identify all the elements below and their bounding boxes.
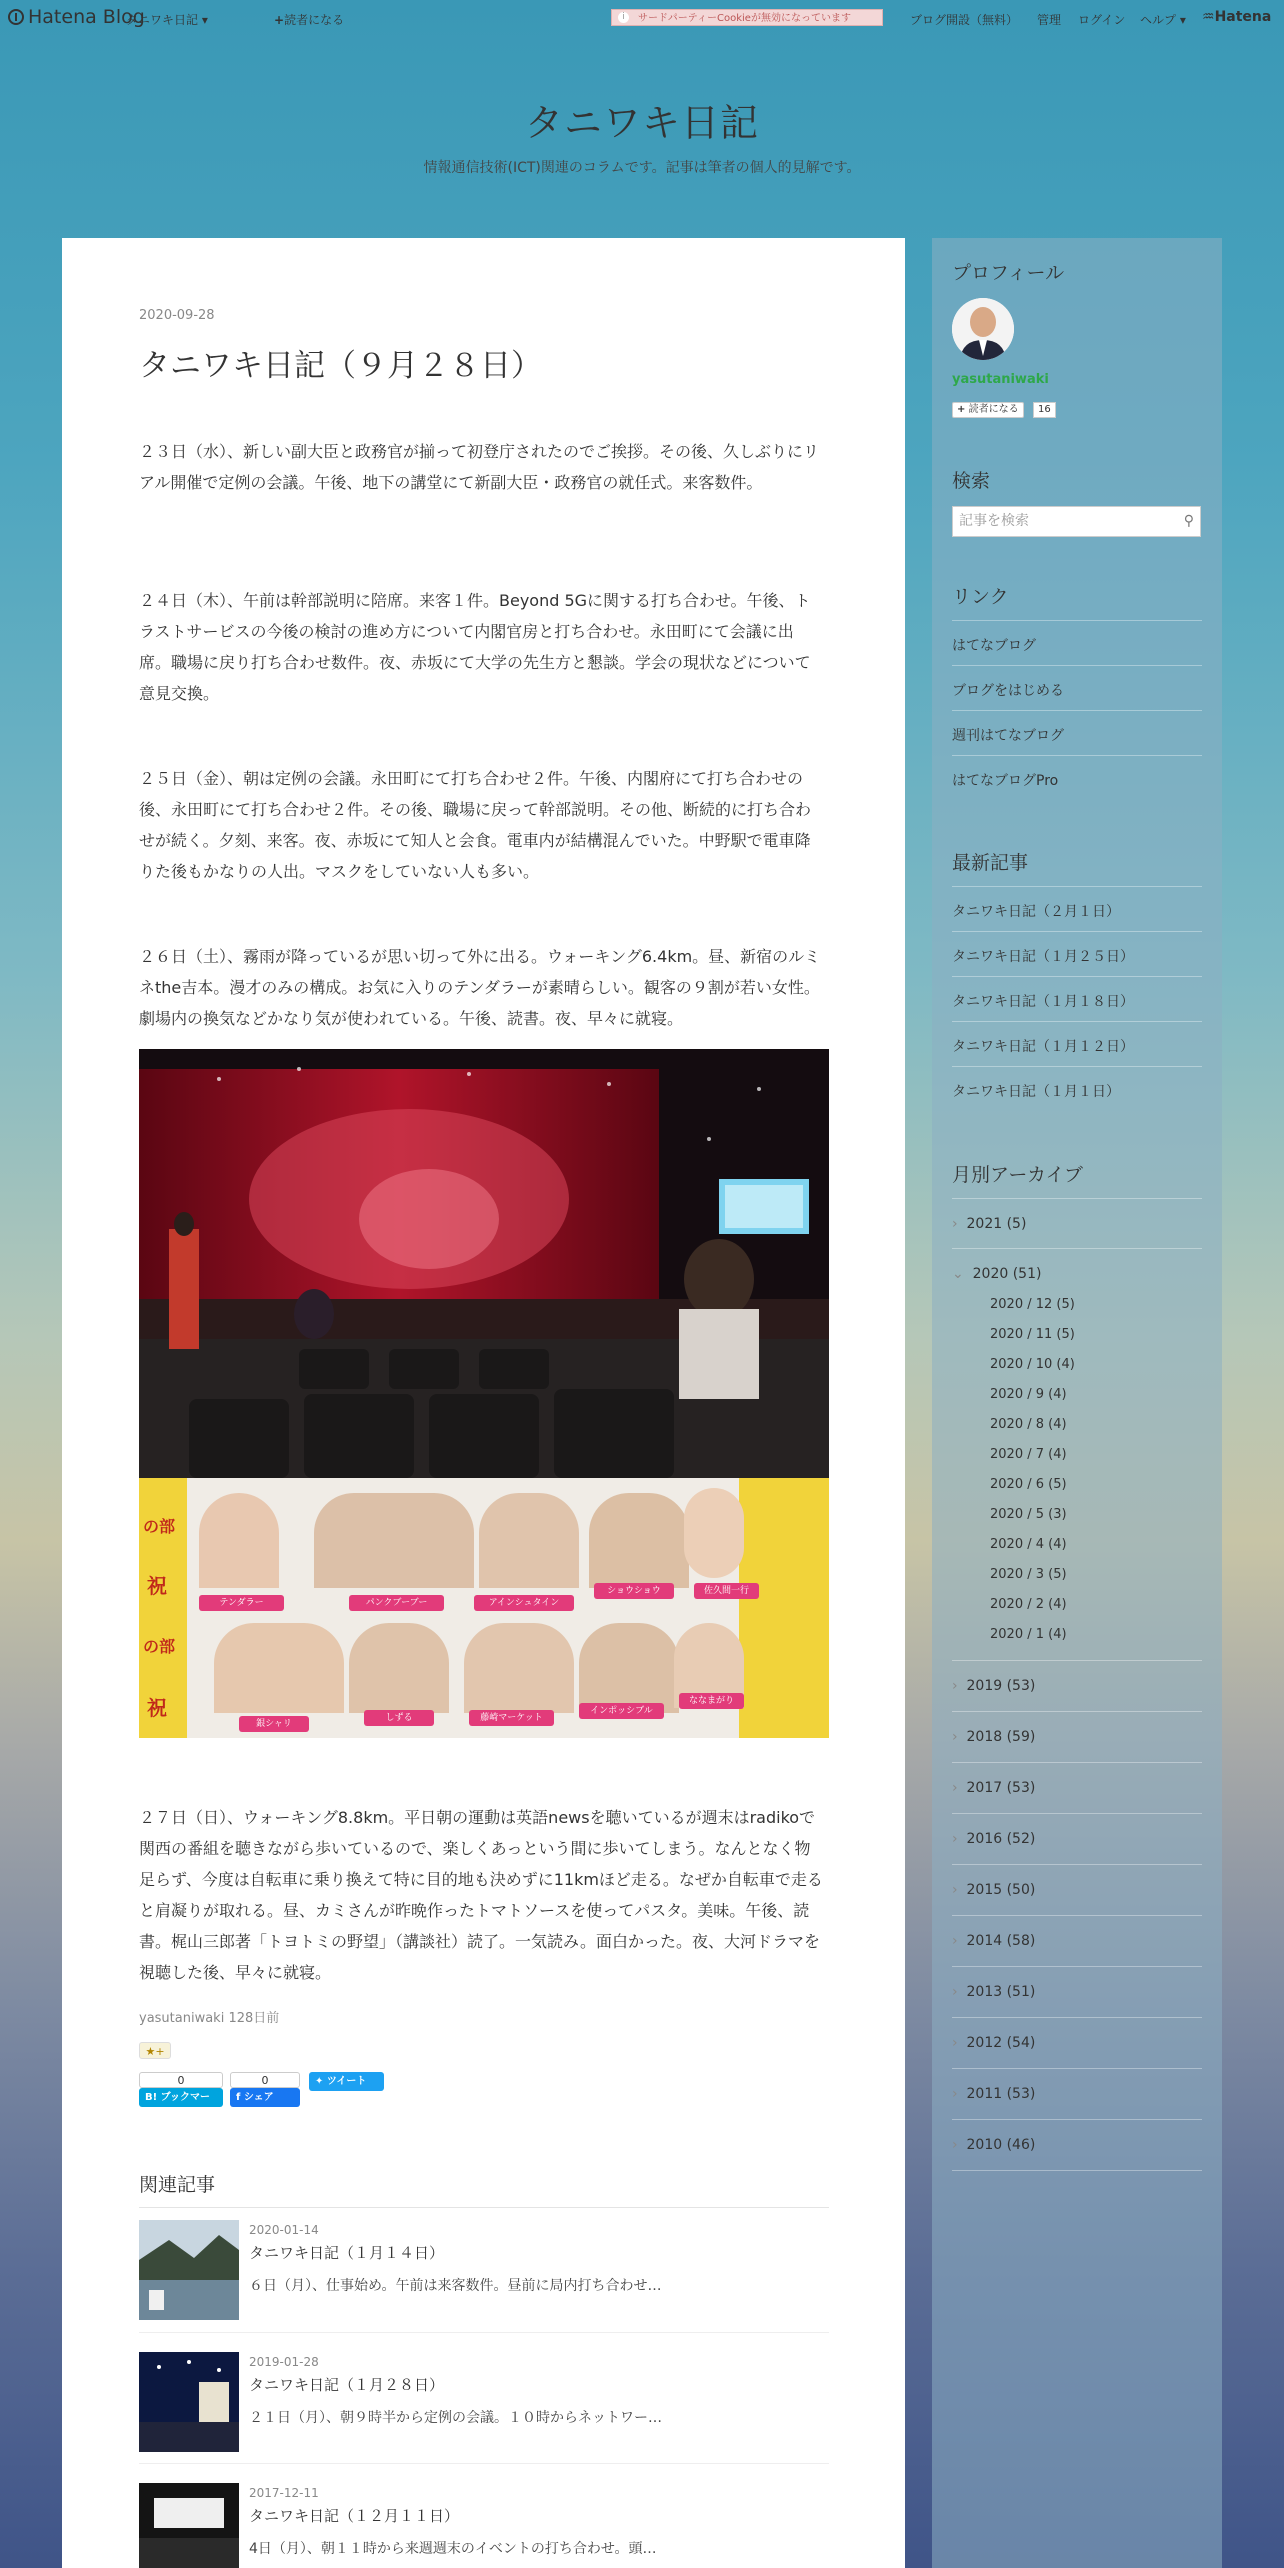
- archive-year[interactable]: [952, 1678, 1035, 1694]
- sidebar-rule: [952, 1248, 1202, 1249]
- archive-year-label: 2016 (52): [966, 1831, 1036, 1847]
- sidebar-rule: [952, 2119, 1202, 2120]
- chevron-right-icon: ›: [952, 1831, 958, 1847]
- facebook-share-button[interactable]: f シェア: [230, 2088, 300, 2107]
- sidebar-rule: [952, 710, 1202, 711]
- chevron-right-icon: ›: [952, 1984, 958, 2000]
- sidebar-rule: [952, 1762, 1202, 1763]
- header-subscribe-button[interactable]: [274, 11, 344, 28]
- help-label: ヘルプ: [1140, 13, 1177, 27]
- recent-heading: 最新記事: [952, 852, 1029, 874]
- related-thumbnail[interactable]: [139, 2352, 239, 2452]
- comedian-photo: [199, 1493, 279, 1588]
- poster-text: の部: [143, 1517, 176, 1536]
- comedian-label: しずる: [364, 1710, 434, 1726]
- archive-heading: 月別アーカイブ: [952, 1164, 1083, 1186]
- related-date: 2019-01-28: [249, 2355, 319, 2369]
- archive-year-expanded[interactable]: [952, 1266, 1041, 1282]
- sidebar-rule: [952, 931, 1202, 932]
- hatena-bookmark-button[interactable]: B! ブックマーク: [139, 2088, 223, 2107]
- archive-month-link[interactable]: 2020 / 11 (5): [990, 1327, 1075, 1342]
- archive-year-label: 2021 (5): [966, 1216, 1027, 1232]
- related-heading: 関連記事: [139, 2174, 216, 2196]
- archive-month-link[interactable]: 2020 / 3 (5): [990, 1567, 1067, 1582]
- comedian-label: テンダラー: [199, 1595, 284, 1611]
- comedian-label: ななまがり: [679, 1693, 744, 1709]
- comedian-photo: [479, 1493, 579, 1588]
- sidebar-rule: [952, 1066, 1202, 1067]
- archive-year-label: 2014 (58): [966, 1933, 1036, 1949]
- sidebar-link[interactable]: はてなブログ: [952, 638, 1036, 654]
- comedian-label: パンクブーブー: [349, 1595, 444, 1611]
- archive-year[interactable]: [952, 1882, 1035, 1898]
- sidebar-rule: [952, 1021, 1202, 1022]
- search-placeholder: 記事を検索: [959, 513, 1029, 529]
- archive-year[interactable]: [952, 1729, 1035, 1745]
- comedian-photo: [214, 1623, 344, 1713]
- hall-thumbnail-image: [139, 2483, 239, 2568]
- comedian-label: 佐久間一行: [694, 1583, 759, 1599]
- entry-date[interactable]: 2020-09-28: [139, 308, 215, 323]
- search-input[interactable]: [952, 506, 1201, 537]
- sidebar-rule: [952, 1915, 1202, 1916]
- archive-month-link[interactable]: 2020 / 5 (3): [990, 1507, 1067, 1522]
- chevron-right-icon: ›: [952, 1216, 958, 1232]
- sidebar-rule: [952, 1711, 1202, 1712]
- sidebar-rule: [952, 976, 1202, 977]
- sidebar-rule: [952, 886, 1202, 887]
- sidebar-rule: [952, 1864, 1202, 1865]
- chevron-right-icon: ›: [952, 1933, 958, 1949]
- comedian-photo: [579, 1623, 679, 1713]
- archive-year-label: 2015 (50): [966, 1882, 1036, 1898]
- archive-month-link[interactable]: 2020 / 8 (4): [990, 1417, 1067, 1432]
- hatena-global-header: [0, 0, 1284, 36]
- sidebar-rule: [952, 1198, 1202, 1199]
- chevron-right-icon: ›: [952, 1729, 958, 1745]
- comedian-photo: [314, 1493, 474, 1588]
- entry-paragraph: ２５日（金）、朝は定例の会議。永田町にて打ち合わせ２件。午後、内閣府にて打ち合わせの後、永田町にて打ち合わせ２件。その後、職場に戻って幹部説明。その他、断続的に打ち合わせが続く。夕刻、来客。夜、赤坂にて知人と会食。電車内が結構混んでいた。中野駅で電車降りた後もかなりの人出。マスクをしていない人も多い。: [139, 769, 812, 881]
- poster-side-band: [139, 1478, 187, 1738]
- hatena-brand-link[interactable]: [1202, 9, 1271, 25]
- comedian-photo: [589, 1493, 689, 1588]
- archive-year-label: 2012 (54): [966, 2035, 1036, 2051]
- comedian-label: インポッシブル: [579, 1703, 664, 1719]
- sidebar-rule: [952, 2068, 1202, 2069]
- sidebar-rule: [952, 620, 1202, 621]
- recent-entry-link[interactable]: タニワキ日記（１月１日）: [952, 1084, 1120, 1100]
- sidebar-link[interactable]: ブログをはじめる: [952, 683, 1064, 699]
- recent-entry-link[interactable]: タニワキ日記（１月２５日）: [952, 949, 1134, 965]
- poster-text: 祝: [147, 1574, 167, 1598]
- entry-paragraph: ２６日（土）、霧雨が降っているが思い切って外に出る。ウォーキング6.4km。昼、新宿のルミネthe吉本。漫才のみの構成。お気に入りのテンダラーが素晴らしい。観客の９割が若い女性。劇場内の換気などかなり気が使われている。午後、読書。夜、早々に就寝。: [139, 947, 821, 1028]
- comedian-label: 銀シャリ: [239, 1716, 309, 1732]
- archive-year-label: 2020 (51): [972, 1266, 1042, 1282]
- archive-year[interactable]: [952, 1831, 1035, 1847]
- archive-month-link[interactable]: 2020 / 7 (4): [990, 1447, 1067, 1462]
- subscribe-label: 読者になる: [284, 13, 345, 27]
- twitter-bird-icon: ✦: [315, 2076, 324, 2087]
- related-separator: [139, 2463, 829, 2464]
- avatar-image: [952, 298, 1014, 360]
- recent-entry-link[interactable]: タニワキ日記（１月１２日）: [952, 1039, 1134, 1055]
- chevron-down-icon: ⌄: [952, 1266, 964, 1282]
- recent-entry-link[interactable]: タニワキ日記（２月１日）: [952, 904, 1120, 920]
- archive-month-link[interactable]: 2020 / 12 (5): [990, 1297, 1075, 1312]
- sidebar-rule: [952, 2017, 1202, 2018]
- blog-description: 情報通信技術(ICT)関連のコラムです。記事は筆者の個人的見解です。: [423, 160, 861, 176]
- theme-menu-label: タニワキ日記: [126, 13, 199, 27]
- sidebar-link[interactable]: はてなブログPro: [952, 773, 1059, 789]
- river-thumbnail-image: [139, 2220, 239, 2320]
- hatena-bird-icon: ♒: [1202, 9, 1215, 25]
- related-thumbnail[interactable]: [139, 2220, 239, 2320]
- archive-year-label: 2011 (53): [966, 2086, 1036, 2102]
- archive-year[interactable]: [952, 2035, 1035, 2051]
- archive-year-label: 2018 (59): [966, 1729, 1036, 1745]
- hatena-brand-text: Hatena: [1214, 9, 1272, 25]
- archive-month-link[interactable]: 2020 / 10 (4): [990, 1357, 1075, 1372]
- related-date: 2017-12-11: [249, 2486, 319, 2500]
- entry-footer-meta: [139, 2007, 279, 2026]
- facebook-count[interactable]: 0: [230, 2072, 300, 2088]
- related-thumbnail[interactable]: [139, 2483, 239, 2568]
- cookie-notice-text: サードパーティーCookieが無効になっています: [638, 13, 851, 24]
- nav-start-blog[interactable]: ブログ開設（無料）: [910, 13, 1019, 27]
- archive-month-link[interactable]: 2020 / 1 (4): [990, 1627, 1067, 1642]
- poster-side-band: [739, 1478, 829, 1738]
- theme-menu[interactable]: タニワキ日記 ▾: [126, 13, 208, 27]
- archive-month-link[interactable]: 2020 / 2 (4): [990, 1597, 1067, 1612]
- comedian-label: 藤崎マーケット: [469, 1710, 554, 1726]
- comedian-label: ショウショウ: [594, 1583, 674, 1599]
- search-icon[interactable]: ⚲: [1183, 513, 1194, 529]
- related-title[interactable]: タニワキ日記（１２月１１日）: [249, 2507, 460, 2525]
- sidebar-link[interactable]: 週刊はてなブログ: [952, 728, 1064, 744]
- sidebar-rule: [952, 665, 1202, 666]
- archive-year[interactable]: [952, 1216, 1026, 1232]
- theater-illustration: [139, 1049, 829, 1478]
- recent-entry-link[interactable]: タニワキ日記（１月１８日）: [952, 994, 1134, 1010]
- nav-help[interactable]: ヘルプ ▾: [1140, 13, 1186, 27]
- archive-year[interactable]: [952, 1780, 1035, 1796]
- archive-year[interactable]: [952, 1933, 1035, 1949]
- profile-subscribe-button[interactable]: [952, 402, 1024, 418]
- entry-paragraph: ２４日（木）、午前は幹部説明に陪席。来客１件。Beyond 5Gに関する打ち合わせ。午後、トラストサービスの今後の検討の進め方について内閣官房と打ち合わせ。永田町にて会議に出席。職場に戻り打ち合わせ数件。夜、赤坂にて大学の先生方と懇談。学会の現状などについて意見交換。: [139, 591, 811, 703]
- comedian-label: アインシュタイン: [474, 1595, 574, 1611]
- sidebar-rule: [952, 2170, 1202, 2171]
- profile-username[interactable]: yasutaniwaki: [952, 372, 1049, 387]
- search-heading: 検索: [952, 470, 991, 492]
- add-star-button[interactable]: ★+: [139, 2042, 171, 2059]
- entry-ago[interactable]: 128日前: [228, 2011, 280, 2026]
- chevron-right-icon: ›: [952, 1678, 958, 1694]
- archive-year-label: 2017 (53): [966, 1780, 1036, 1796]
- comedian-poster-photo[interactable]: [139, 1478, 829, 1738]
- related-title[interactable]: タニワキ日記（１月１４日）: [249, 2244, 445, 2262]
- plus-icon: +: [957, 404, 966, 415]
- chevron-right-icon: ›: [952, 2086, 958, 2102]
- related-separator: [139, 2332, 829, 2333]
- profile-avatar[interactable]: [952, 298, 1014, 360]
- archive-year-label: 2013 (51): [966, 1984, 1036, 2000]
- related-snippet: ２１日（月）、朝９時半から定例の会議。１０時からネットワー…: [249, 2410, 662, 2426]
- poster-text: 祝: [147, 1696, 167, 1720]
- related-snippet: ６日（月）、仕事始め。午前は来客数件。昼前に局内打ち合わせ…: [249, 2278, 662, 2294]
- bookmark-count[interactable]: 0: [139, 2072, 223, 2088]
- comedian-photo: [684, 1488, 744, 1578]
- theater-photo[interactable]: [139, 1049, 829, 1478]
- blog-title[interactable]: タニワキ日記: [524, 101, 759, 145]
- comedian-photo: [349, 1623, 449, 1713]
- subscriber-count: 16: [1033, 402, 1056, 418]
- archive-year-label: 2010 (46): [966, 2137, 1036, 2153]
- archive-month-link[interactable]: 2020 / 6 (5): [990, 1477, 1067, 1492]
- entry-author[interactable]: yasutaniwaki: [139, 2011, 225, 2026]
- info-icon: i: [618, 12, 629, 23]
- chevron-right-icon: ›: [952, 1882, 958, 1898]
- related-snippet: 4日（月）、朝１１時から来週週末のイベントの打ち合わせ。頭…: [249, 2541, 657, 2557]
- archive-year[interactable]: [952, 1984, 1035, 2000]
- sidebar-rule: [952, 1813, 1202, 1814]
- archive-year[interactable]: [952, 2086, 1035, 2102]
- archive-year-label: 2019 (53): [966, 1678, 1036, 1694]
- sidebar-rule: [952, 755, 1202, 756]
- nav-login[interactable]: ログイン: [1078, 13, 1126, 27]
- subscribe-label: 読者になる: [968, 404, 1019, 415]
- event-thumbnail-image: [139, 2352, 239, 2452]
- sidebar-rule: [952, 1966, 1202, 1967]
- nav-admin[interactable]: 管理: [1037, 13, 1062, 27]
- tweet-label: ツイート: [326, 2076, 367, 2087]
- poster-text: の部: [143, 1637, 176, 1656]
- archive-month-link[interactable]: 2020 / 9 (4): [990, 1387, 1067, 1402]
- chevron-right-icon: ›: [952, 2137, 958, 2153]
- related-title[interactable]: タニワキ日記（１月２８日）: [249, 2376, 445, 2394]
- entry-paragraph: ２７日（日）、ウォーキング8.8km。平日朝の運動は英語newsを聴いているが週末はradikoで関西の番組を聴きながら歩いているので、楽しくあっという間に歩いてしまう。なんとなく物足らず、今度は自転車に乗り換えて特に目的地も決めずに11kmほど走る。なぜか自転車で走ると肩凝りが取れる。昼、カミさんが昨晩作ったトマトソースを使ってパスタ。美味。午後、読書。梶山三郎著「トヨトミの野望」（講談社）読了。一気読み。面白かった。夜、大河ドラマを視聴した後、早々に就寝。: [139, 1808, 823, 1982]
- chevron-right-icon: ›: [952, 2035, 958, 2051]
- tweet-button[interactable]: [309, 2072, 384, 2091]
- plus-icon: +: [274, 13, 285, 27]
- logo-text: Hatena Blog: [28, 6, 145, 28]
- entry-paragraph: ２３日（水）、新しい副大臣と政務官が揃って初登庁されたのでご挨拶。その後、久しぶりにリアル開催で定例の会議。午後、地下の講堂にて新副大臣・政務官の就任式。来客数件。: [139, 442, 820, 492]
- related-divider: [139, 2207, 829, 2208]
- cookie-notice[interactable]: [611, 9, 883, 26]
- archive-year[interactable]: [952, 2137, 1035, 2153]
- comedian-photo: [464, 1623, 574, 1713]
- profile-heading: プロフィール: [952, 262, 1065, 284]
- hatena-blog-logo[interactable]: [8, 6, 145, 28]
- entry-title[interactable]: タニワキ日記（９月２８日）: [139, 348, 542, 384]
- links-heading: リンク: [952, 586, 1009, 608]
- related-date: 2020-01-14: [249, 2223, 319, 2237]
- sidebar-rule: [952, 1660, 1202, 1661]
- chevron-right-icon: ›: [952, 1780, 958, 1796]
- hatena-logo-icon: [8, 9, 24, 25]
- archive-month-link[interactable]: 2020 / 4 (4): [990, 1537, 1067, 1552]
